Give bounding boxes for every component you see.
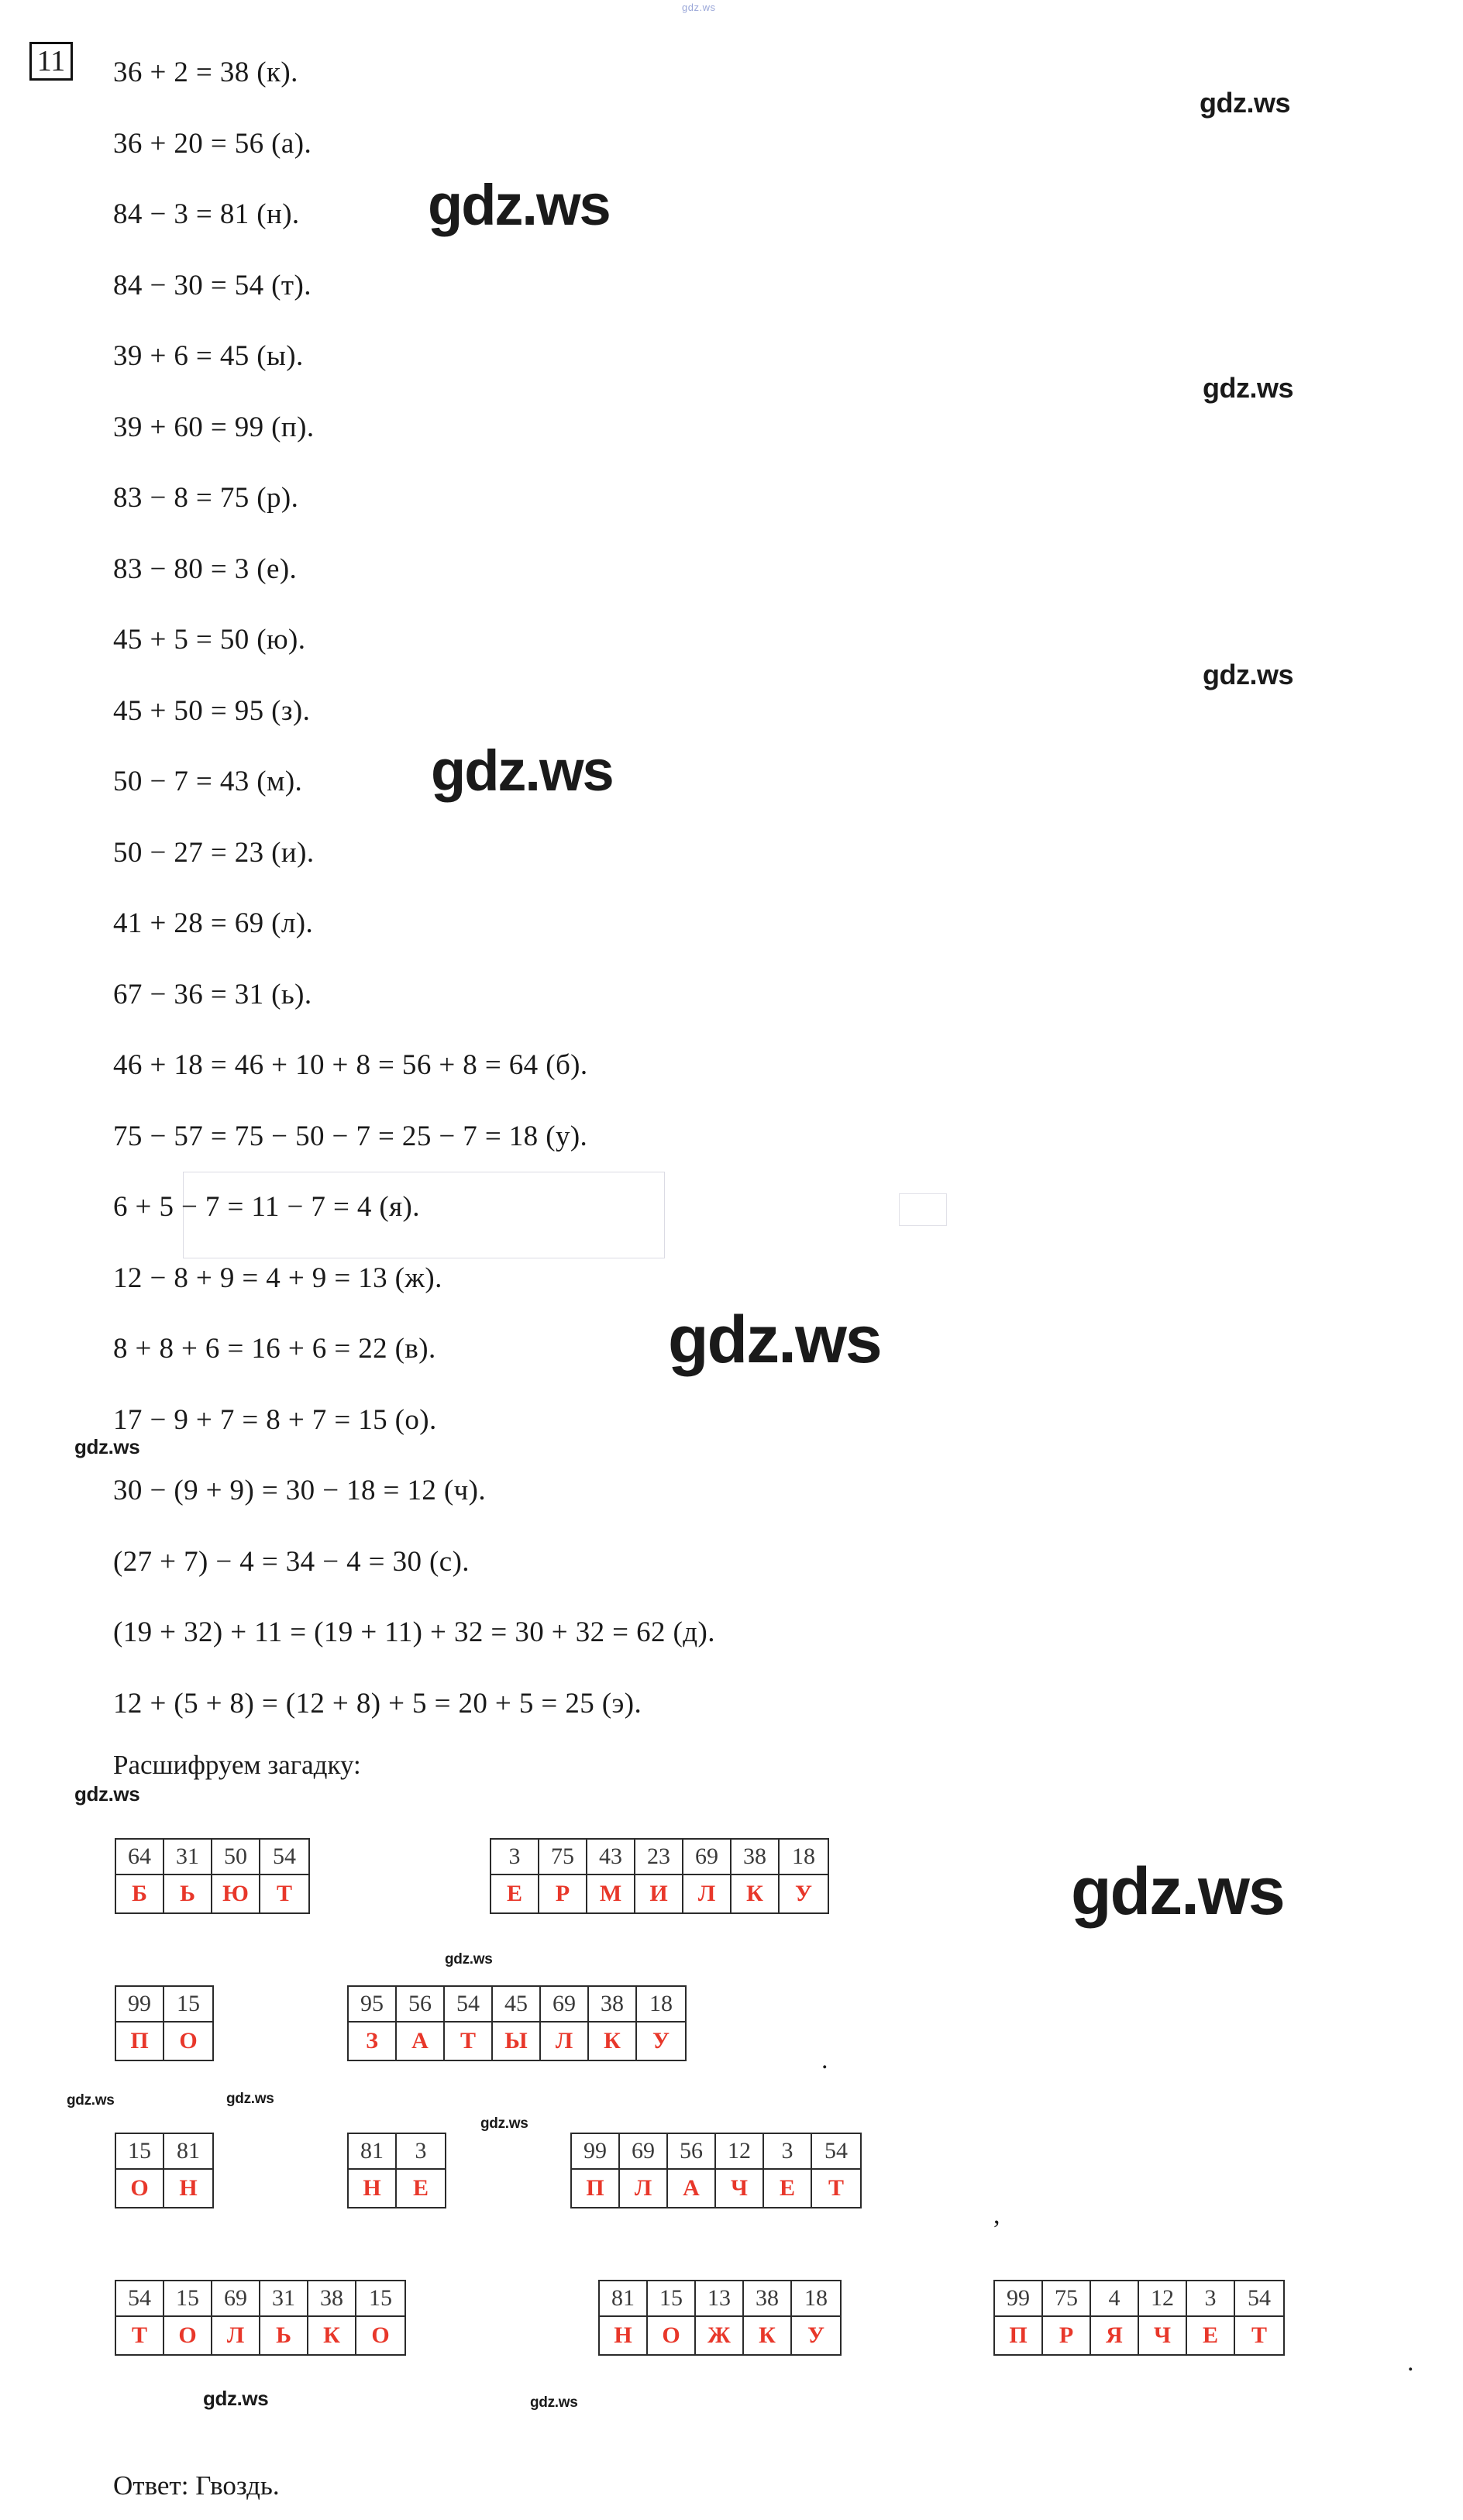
watermark: gdz.ws (445, 1951, 493, 1967)
puzzle-cell-number: 15 (116, 2134, 163, 2170)
equation-list (113, 37, 1275, 1739)
puzzle-cell-letter: Т (828, 2175, 844, 2201)
watermark: gdz.ws (1203, 659, 1294, 690)
puzzle-cell-letter: О (662, 2322, 680, 2348)
equation-line: 83 − 8 = 75 (р). (113, 482, 299, 514)
decipher-label: Расшифруем загадку: (113, 1750, 361, 1780)
puzzle-cell (696, 2281, 744, 2354)
puzzle-cell-letter: Т (276, 1881, 292, 1906)
puzzle-cell (493, 1987, 541, 2060)
puzzle-grid (993, 2280, 1285, 2356)
puzzle-cell-number: 54 (445, 1987, 491, 2023)
watermark: gdz.ws (226, 2091, 274, 2107)
equation-line: 67 − 36 = 31 (ь). (113, 978, 312, 1010)
puzzle-cell-letter: Ь (180, 1881, 195, 1906)
puzzle-cell (812, 2134, 860, 2207)
puzzle-cell-letter: Л (634, 2175, 652, 2201)
equation-line: 30 − (9 + 9) = 30 − 18 = 12 (ч). (113, 1475, 487, 1506)
puzzle-cell-letter: Е (1202, 2322, 1218, 2348)
puzzle-cell-letter: Е (412, 2175, 429, 2201)
puzzle-cell-number: 23 (635, 1840, 682, 1875)
puzzle-cell-number: 12 (716, 2134, 762, 2170)
puzzle-cell-number: 15 (356, 2281, 404, 2317)
puzzle-cell-number: 13 (696, 2281, 742, 2317)
puzzle-cell (732, 1840, 780, 1912)
equation-line: (19 + 32) + 11 = (19 + 11) + 32 = 30 + 32 = 62 (д). (113, 1616, 715, 1648)
puzzle-grid (115, 1985, 214, 2061)
puzzle-cell-letter: М (599, 1881, 622, 1906)
watermark: gdz.ws (668, 1303, 881, 1377)
puzzle-cell (349, 1987, 397, 2060)
puzzle-cell (1235, 2281, 1283, 2354)
puzzle-cell-number: 3 (1187, 2281, 1234, 2317)
puzzle-cell-number: 95 (349, 1987, 395, 2023)
puzzle-cell (308, 2281, 356, 2354)
puzzle-cell (668, 2134, 716, 2207)
puzzle-cell (260, 1840, 308, 1912)
puzzle-cell (792, 2281, 840, 2354)
puzzle-cell-letter: Ы (504, 2028, 528, 2054)
puzzle-cell (164, 2281, 212, 2354)
puzzle-cell-number: 38 (589, 1987, 635, 2023)
puzzle-cell (445, 1987, 493, 2060)
puzzle-cell (637, 1987, 685, 2060)
puzzle-cell-number: 54 (1235, 2281, 1283, 2317)
puzzle-cell (620, 2134, 668, 2207)
watermark: gdz.ws (203, 2387, 269, 2410)
puzzle-cell-letter: Т (460, 2028, 476, 2054)
puzzle-cell-number: 31 (260, 2281, 307, 2317)
puzzle-cell-number: 15 (164, 1987, 212, 2023)
equation-line: 83 − 80 = 3 (е). (113, 553, 298, 585)
puzzle-cell-number: 31 (164, 1840, 211, 1875)
puzzle-grid (598, 2280, 842, 2356)
puzzle-cell-letter: Р (1059, 2322, 1074, 2348)
puzzle-cell (116, 1840, 164, 1912)
puzzle-cell (683, 1840, 732, 1912)
puzzle-cell-letter: А (411, 2028, 429, 2054)
puzzle-cell-number: 45 (493, 1987, 539, 2023)
puzzle-cell (635, 1840, 683, 1912)
puzzle-cell-number: 18 (780, 1840, 828, 1875)
equation-line: 39 + 6 = 45 (ы). (113, 340, 304, 372)
puzzle-cell-letter: Е (506, 1881, 522, 1906)
watermark: gdz.ws (74, 1435, 140, 1458)
equation-line: 46 + 18 = 46 + 10 + 8 = 56 + 8 = 64 (б). (113, 1049, 588, 1081)
puzzle-cell (587, 1840, 635, 1912)
equation-line: 84 − 30 = 54 (т). (113, 269, 312, 301)
puzzle-cell (116, 1987, 164, 2060)
puzzle-cell-number: 3 (764, 2134, 811, 2170)
puzzle-cell-number: 81 (349, 2134, 395, 2170)
puzzle-cell-number: 18 (792, 2281, 840, 2317)
puzzle-cell-number: 69 (683, 1840, 730, 1875)
equation-line: 75 − 57 = 75 − 50 − 7 = 25 − 7 = 18 (у). (113, 1120, 588, 1152)
puzzle-cell (260, 2281, 308, 2354)
answer-label: Ответ: Гвоздь. (113, 2470, 280, 2501)
puzzle-cell-letter: Ж (707, 2322, 731, 2348)
puzzle-cell-letter: Б (132, 1881, 147, 1906)
puzzle-cell-letter: Е (779, 2175, 795, 2201)
equation-line: 45 + 5 = 50 (ю). (113, 624, 306, 656)
puzzle-punctuation: , (993, 2201, 1000, 2229)
equation-line: 50 − 7 = 43 (м). (113, 766, 303, 797)
puzzle-cell-letter: Н (363, 2175, 381, 2201)
puzzle-cell (356, 2281, 404, 2354)
puzzle-cell (744, 2281, 792, 2354)
equation-line: 41 + 28 = 69 (л). (113, 907, 314, 939)
puzzle-cell-number: 75 (539, 1840, 586, 1875)
puzzle-cell-letter: Н (179, 2175, 198, 2201)
puzzle-cell-number: 99 (995, 2281, 1041, 2317)
puzzle-cell-letter: П (586, 2175, 604, 2201)
puzzle-cell-number: 54 (116, 2281, 163, 2317)
puzzle-cell-letter: К (746, 1881, 763, 1906)
puzzle-cell-letter: Л (697, 1881, 716, 1906)
equation-line: 8 + 8 + 6 = 16 + 6 = 22 (в). (113, 1333, 436, 1365)
puzzle-cell-letter: Р (555, 1881, 570, 1906)
puzzle-cell-number: 75 (1043, 2281, 1090, 2317)
equation-line: 12 + (5 + 8) = (12 + 8) + 5 = 20 + 5 = 25 (э). (113, 1687, 642, 1720)
puzzle-cell-number: 18 (637, 1987, 685, 2023)
puzzle-cell-letter: Я (1106, 2322, 1123, 2348)
equation-line: 17 − 9 + 7 = 8 + 7 = 15 (о). (113, 1403, 437, 1436)
equation-line: (27 + 7) − 4 = 34 − 4 = 30 (с). (113, 1545, 470, 1578)
puzzle-cell-letter: О (130, 2175, 149, 2201)
puzzle-cell (539, 1840, 587, 1912)
puzzle-cell (212, 1840, 260, 1912)
puzzle-cell-letter: Ч (730, 2175, 749, 2201)
puzzle-cell-number: 56 (668, 2134, 714, 2170)
puzzle-cell (995, 2281, 1043, 2354)
puzzle-grid (115, 2280, 406, 2356)
task-number: 11 (29, 42, 73, 81)
puzzle-cell-letter: Ч (1153, 2322, 1172, 2348)
puzzle-cell-number: 4 (1091, 2281, 1138, 2317)
puzzle-cell-number: 69 (541, 1987, 587, 2023)
puzzle-cell-number: 15 (164, 2281, 211, 2317)
puzzle-cell-letter: К (604, 2028, 621, 2054)
puzzle-cell-number: 43 (587, 1840, 634, 1875)
puzzle-cell-number: 15 (648, 2281, 694, 2317)
puzzle-punctuation: . (821, 2046, 828, 2074)
watermark: gdz.ws (1200, 87, 1291, 119)
puzzle-cell-letter: Л (555, 2028, 573, 2054)
equation-line: 45 + 50 = 95 (з). (113, 694, 311, 727)
puzzle-cell (164, 2134, 212, 2207)
puzzle-cell-number: 38 (744, 2281, 790, 2317)
puzzle-cell (1187, 2281, 1235, 2354)
puzzle-cell (600, 2281, 648, 2354)
puzzle-cell-letter: К (323, 2322, 340, 2348)
puzzle-cell-letter: Л (226, 2322, 245, 2348)
watermark-top: gdz.ws (682, 2, 716, 13)
puzzle-cell (1139, 2281, 1187, 2354)
puzzle-cell-letter: У (794, 1881, 813, 1906)
puzzle-cell-letter: Т (1251, 2322, 1267, 2348)
puzzle-cell (589, 1987, 637, 2060)
puzzle-grid (115, 1838, 310, 1914)
puzzle-cell (212, 2281, 260, 2354)
watermark: gdz.ws (431, 738, 613, 803)
puzzle-cell (397, 1987, 445, 2060)
puzzle-cell (164, 1840, 212, 1912)
equation-line: 39 + 60 = 99 (п). (113, 411, 315, 443)
puzzle-cell-number: 99 (572, 2134, 618, 2170)
puzzle-cell (541, 1987, 589, 2060)
puzzle-punctuation: . (1407, 2348, 1414, 2377)
equation-line: 12 − 8 + 9 = 4 + 9 = 13 (ж). (113, 1262, 442, 1294)
puzzle-cell (1043, 2281, 1091, 2354)
puzzle-cell-letter: И (649, 1881, 668, 1906)
equation-line: 84 − 3 = 81 (н). (113, 198, 300, 230)
puzzle-cell (780, 1840, 828, 1912)
puzzle-cell-number: 69 (212, 2281, 259, 2317)
puzzle-cell-number: 81 (600, 2281, 646, 2317)
watermark: gdz.ws (74, 1782, 140, 1806)
puzzle-cell-letter: О (371, 2322, 390, 2348)
puzzle-grid (490, 1838, 829, 1914)
puzzle-cell-letter: Т (131, 2322, 147, 2348)
puzzle-cell (572, 2134, 620, 2207)
puzzle-grid (115, 2133, 214, 2208)
puzzle-cell (716, 2134, 764, 2207)
puzzle-cell (648, 2281, 696, 2354)
puzzle-cell-number: 50 (212, 1840, 259, 1875)
puzzle-cell-number: 81 (164, 2134, 212, 2170)
puzzle-cell (491, 1840, 539, 1912)
puzzle-cell-letter: П (130, 2028, 149, 2054)
puzzle-grid (347, 2133, 446, 2208)
puzzle-cell (116, 2134, 164, 2207)
puzzle-cell (1091, 2281, 1139, 2354)
watermark: gdz.ws (428, 173, 610, 237)
puzzle-cell (764, 2134, 812, 2207)
watermark: gdz.ws (67, 2092, 115, 2109)
watermark: gdz.ws (530, 2394, 578, 2411)
puzzle-cell-letter: А (683, 2175, 700, 2201)
puzzle-cell-number: 64 (116, 1840, 163, 1875)
puzzle-cell (164, 1987, 212, 2060)
puzzle-cell (116, 2281, 164, 2354)
watermark: gdz.ws (480, 2115, 528, 2132)
puzzle-cell-number: 38 (308, 2281, 355, 2317)
puzzle-cell-number: 54 (812, 2134, 860, 2170)
equation-line: 50 − 27 = 23 (и). (113, 836, 315, 869)
equation-line: 36 + 2 = 38 (к). (113, 57, 298, 88)
puzzle-cell-number: 69 (620, 2134, 666, 2170)
puzzle-cell-letter: У (807, 2322, 825, 2348)
puzzle-cell-letter: Н (614, 2322, 632, 2348)
puzzle-cell (397, 2134, 445, 2207)
puzzle-cell-letter: З (366, 2028, 378, 2054)
puzzle-cell-number: 38 (732, 1840, 778, 1875)
puzzle-cell-letter: Ю (222, 1881, 249, 1906)
puzzle-cell (349, 2134, 397, 2207)
puzzle-cell-number: 3 (397, 2134, 445, 2170)
puzzle-cell-letter: О (179, 2028, 198, 2054)
puzzle-cell-letter: П (1009, 2322, 1028, 2348)
puzzle-cell-number: 12 (1139, 2281, 1186, 2317)
puzzle-cell-letter: У (652, 2028, 670, 2054)
puzzle-cell-letter: Ь (276, 2322, 291, 2348)
watermark: gdz.ws (1203, 372, 1294, 404)
equation-line: 6 + 5 − 7 = 11 − 7 = 4 (я). (113, 1191, 420, 1223)
watermark: gdz.ws (1071, 1854, 1284, 1929)
puzzle-grid (347, 1985, 687, 2061)
equation-line: 36 + 20 = 56 (а). (113, 127, 312, 160)
puzzle-cell-number: 56 (397, 1987, 443, 2023)
puzzle-cell-number: 54 (260, 1840, 308, 1875)
puzzle-cell-number: 3 (491, 1840, 538, 1875)
puzzle-grid (570, 2133, 862, 2208)
puzzle-cell-number: 99 (116, 1987, 163, 2023)
puzzle-cell-letter: О (178, 2322, 197, 2348)
puzzle-cell-letter: К (759, 2322, 776, 2348)
